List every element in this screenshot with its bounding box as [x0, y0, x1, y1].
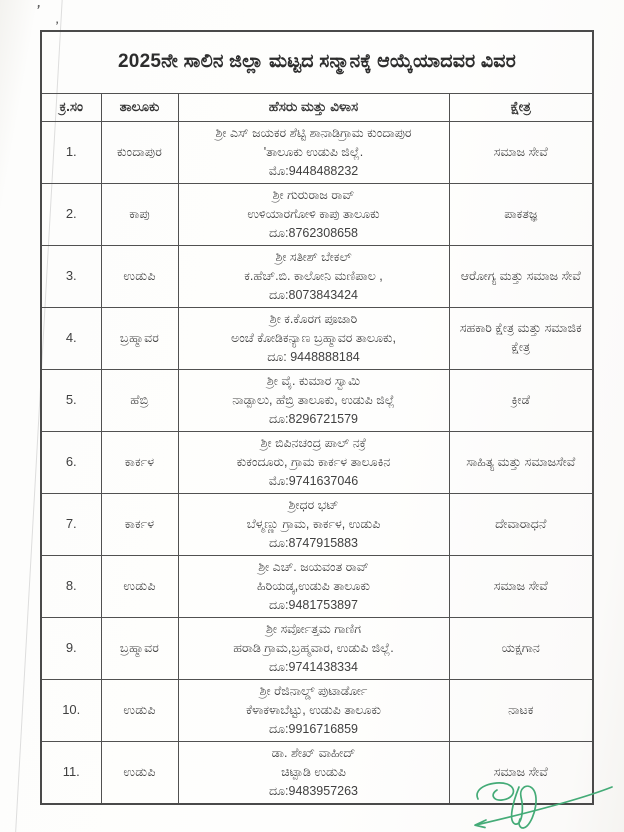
- col-header-field: ಕ್ಷೇತ್ರ: [449, 93, 593, 121]
- name-address-line: ಬೆಳ್ಮಣ್ಣು ಗ್ರಾಮ, ಕಾರ್ಕಳ, ಉಡುಪಿ: [246, 516, 381, 531]
- name-address-line: ಶ್ರೀಧರ ಭಟ್: [288, 497, 339, 512]
- cell-taluk: ಬ್ರಹ್ಮಾವರ: [101, 307, 178, 369]
- cell-name-address: [178, 431, 449, 493]
- name-address-line: ದೂ:8747915883: [268, 535, 359, 550]
- table-body: [41, 121, 593, 804]
- name-address-line: ದೂ:9741438334: [268, 659, 359, 674]
- cell-serial-number: 9.: [41, 617, 101, 679]
- cell-field: ಯಕ್ಷಗಾನ: [449, 617, 593, 679]
- cell-field: ನಾಟಕ: [449, 679, 593, 741]
- name-address-line: ದೂ:9483957263: [268, 783, 359, 798]
- document-title: 2025ನೇ ಸಾಲಿನ ಜಿಲ್ಲಾ ಮಟ್ಟದ ಸನ್ಮಾನಕ್ಕೆ ಆಯ್ಕೆಯಾದವರ ವಿವರ: [41, 31, 593, 93]
- table-row: [41, 183, 593, 245]
- cell-field: ಪಾಕತಜ್ಞ: [449, 183, 593, 245]
- cell-taluk: ಉಡುಪಿ: [101, 741, 178, 804]
- name-address-line: ದೂ:8073843424: [268, 287, 359, 302]
- name-address-line: ದೂ:8296721579: [268, 411, 359, 426]
- cell-name-address: [178, 121, 449, 183]
- name-address-line: ಶ್ರೀ ರೆಜಿನಾಲ್ಡ್ ಪುಟಾರ್ಡೋ: [259, 683, 368, 698]
- name-address-line: ಕ.ಹೆಚ್.ಬಿ. ಕಾಲೋನಿ ಮಣಿಪಾಲ ,: [244, 268, 383, 283]
- scan-tick-mark: ’: [34, 1, 42, 18]
- name-address-line: ದೂ:9916716859: [268, 721, 359, 736]
- cell-name-address: [178, 679, 449, 741]
- name-address-line: ಮೊ:9741637046: [268, 473, 359, 488]
- cell-name-address: [178, 245, 449, 307]
- cell-name-address: [178, 617, 449, 679]
- table-row: [41, 121, 593, 183]
- cell-taluk: ಕುಂದಾಪುರ: [101, 121, 178, 183]
- name-address-line: ಅಂಚೆ ಕೋಡಿಕನ್ಯಾಣ ಬ್ರಹ್ಮಾವರ ತಾಲೂಕು,: [231, 330, 396, 345]
- name-address-line: ಶ್ರೀ ಬಿಪಿನಚಂದ್ರ ಪಾಲ್ ನಕ್ರೆ: [260, 435, 367, 450]
- cell-name-address: [178, 555, 449, 617]
- table-row: [41, 493, 593, 555]
- table-row: [41, 617, 593, 679]
- cell-taluk: ಉಡುಪಿ: [101, 245, 178, 307]
- name-address-line: ಶ್ರೀ ಎಸ್ ಜಯಕರ ಶೆಟ್ಟಿ ಶಾನಾಡಿಗ್ರಾಮ ಕುಂದಾಪುರ: [215, 125, 412, 140]
- name-address-line: ಶ್ರೀ ಸರ್ವೋತ್ತಮ ಗಾಣಿಗ: [266, 621, 361, 636]
- cell-name-address: [178, 183, 449, 245]
- cell-serial-number: 11.: [41, 741, 101, 804]
- cell-serial-number: 5.: [41, 369, 101, 431]
- cell-serial-number: 8.: [41, 555, 101, 617]
- cell-serial-number: 10.: [41, 679, 101, 741]
- table-row: [41, 431, 593, 493]
- name-address-line: ಮೊ:9448488232: [268, 163, 359, 178]
- name-address-line: ಹರಾಡಿ ಗ್ರಾಮ,ಬ್ರಹ್ಮವಾರ, ಉಡುಪಿ ಜಿಲ್ಲೆ.: [233, 640, 394, 655]
- cell-serial-number: 6.: [41, 431, 101, 493]
- name-address-line: ದೂ: 9448888184: [267, 349, 360, 364]
- awardees-table: [40, 30, 594, 805]
- name-address-line: ದೂ:8762308658: [268, 225, 359, 240]
- cell-field: ಸಹಕಾರಿ ಕ್ಷೇತ್ರ ಮತ್ತು ಸಮಾಜಿಕ ಕ್ಷೇತ್ರ: [449, 307, 593, 369]
- cell-field: ಸಾಹಿತ್ಯ ಮತ್ತು ಸಮಾಜಸೇವೆ: [449, 431, 593, 493]
- cell-serial-number: 3.: [41, 245, 101, 307]
- name-address-line: ಉಳಿಯಾರಗೋಳಿ ಕಾಪು ತಾಲೂಕು: [247, 206, 380, 221]
- table-row: [41, 369, 593, 431]
- cell-serial-number: 1.: [41, 121, 101, 183]
- cell-serial-number: 2.: [41, 183, 101, 245]
- name-address-line: ಡಾ. ಶೇಖ್ ವಾಹೀದ್: [271, 745, 356, 760]
- table-row: [41, 679, 593, 741]
- cell-taluk: ಹೆಬ್ರಿ: [101, 369, 178, 431]
- cell-taluk: ಕಾರ್ಕಳ: [101, 431, 178, 493]
- cell-field: ಸಮಾಜ ಸೇವೆ: [449, 555, 593, 617]
- table-row: [41, 741, 593, 804]
- name-address-line: 'ತಾಲೂಕು ಉಡುಪಿ ಜಿಲ್ಲೆ.: [263, 144, 364, 159]
- name-address-line: ಶ್ರೀ ವೈ. ಕುಮಾರ ಸ್ವಾಮಿ: [266, 373, 361, 388]
- title-row: [41, 31, 593, 93]
- col-header-taluk: ತಾಲೂಕು: [101, 93, 178, 121]
- column-header-row: [41, 93, 593, 121]
- cell-name-address: [178, 307, 449, 369]
- name-address-line: ಕುಕಂದೂರು, ಗ್ರಾಮ ಕಾರ್ಕಳ ತಾಲೂಕಿನ: [236, 454, 391, 469]
- cell-taluk: ಉಡುಪಿ: [101, 555, 178, 617]
- cell-taluk: ಬ್ರಹ್ಮಾವರ: [101, 617, 178, 679]
- cell-field: ಕ್ರೀಡೆ: [449, 369, 593, 431]
- name-address-line: ಶ್ರೀ ಸತೀಶ್ ಬೇಕಲ್: [275, 249, 352, 264]
- name-address-line: ನಾಡ್ಪಾಲು, ಹೆಬ್ರಿ ತಾಲೂಕು, ಉಡುಪಿ ಜಿಲ್ಲೆ: [232, 392, 395, 407]
- cell-taluk: ಕಾರ್ಕಳ: [101, 493, 178, 555]
- cell-taluk: ಕಾಪು: [101, 183, 178, 245]
- cell-field: ದೇವಾರಾಧನೆ: [449, 493, 593, 555]
- cell-serial-number: 4.: [41, 307, 101, 369]
- cell-field: ಆರೋಗ್ಯ ಮತ್ತು ಸಮಾಜ ಸೇವೆ: [449, 245, 593, 307]
- cell-field: ಸಮಾಜ ಸೇವೆ: [449, 121, 593, 183]
- cell-name-address: [178, 369, 449, 431]
- name-address-line: ಶ್ರೀ ಗುರುರಾಜ ರಾವ್: [272, 187, 355, 202]
- table-row: [41, 245, 593, 307]
- cell-serial-number: 7.: [41, 493, 101, 555]
- cell-name-address: [178, 741, 449, 804]
- col-header-name-address: ಹೆಸರು ಮತ್ತು ವಿಳಾಸ: [178, 93, 449, 121]
- col-header-serial: ಕ್ರ.ಸಂ: [41, 93, 101, 121]
- cell-name-address: [178, 493, 449, 555]
- name-address-line: ಚಿಟ್ಪಾಡಿ ಉಡುಪಿ: [281, 764, 346, 779]
- table-row: [41, 555, 593, 617]
- scan-tick-mark: ’: [53, 19, 60, 33]
- name-address-line: ಶ್ರೀ ಎಚ್. ಜಯವಂತ ರಾವ್: [258, 559, 369, 574]
- table-row: [41, 307, 593, 369]
- name-address-line: ಶ್ರೀ ಕ.ಕೊರಗ ಪೂಜಾರಿ: [269, 311, 358, 326]
- cell-field: ಸಮಾಜ ಸೇವೆ: [449, 741, 593, 804]
- cell-taluk: ಉಡುಪಿ: [101, 679, 178, 741]
- name-address-line: ಹಿರಿಯಡ್ಕ,ಉಡುಪಿ ತಾಲೂಕು: [257, 578, 370, 593]
- name-address-line: ದೂ:9481753897: [268, 597, 359, 612]
- name-address-line: ಕೆಳಾಕಳಾಬೆಟ್ಟು, ಉಡುಪಿ ತಾಲೂಕು: [246, 702, 381, 717]
